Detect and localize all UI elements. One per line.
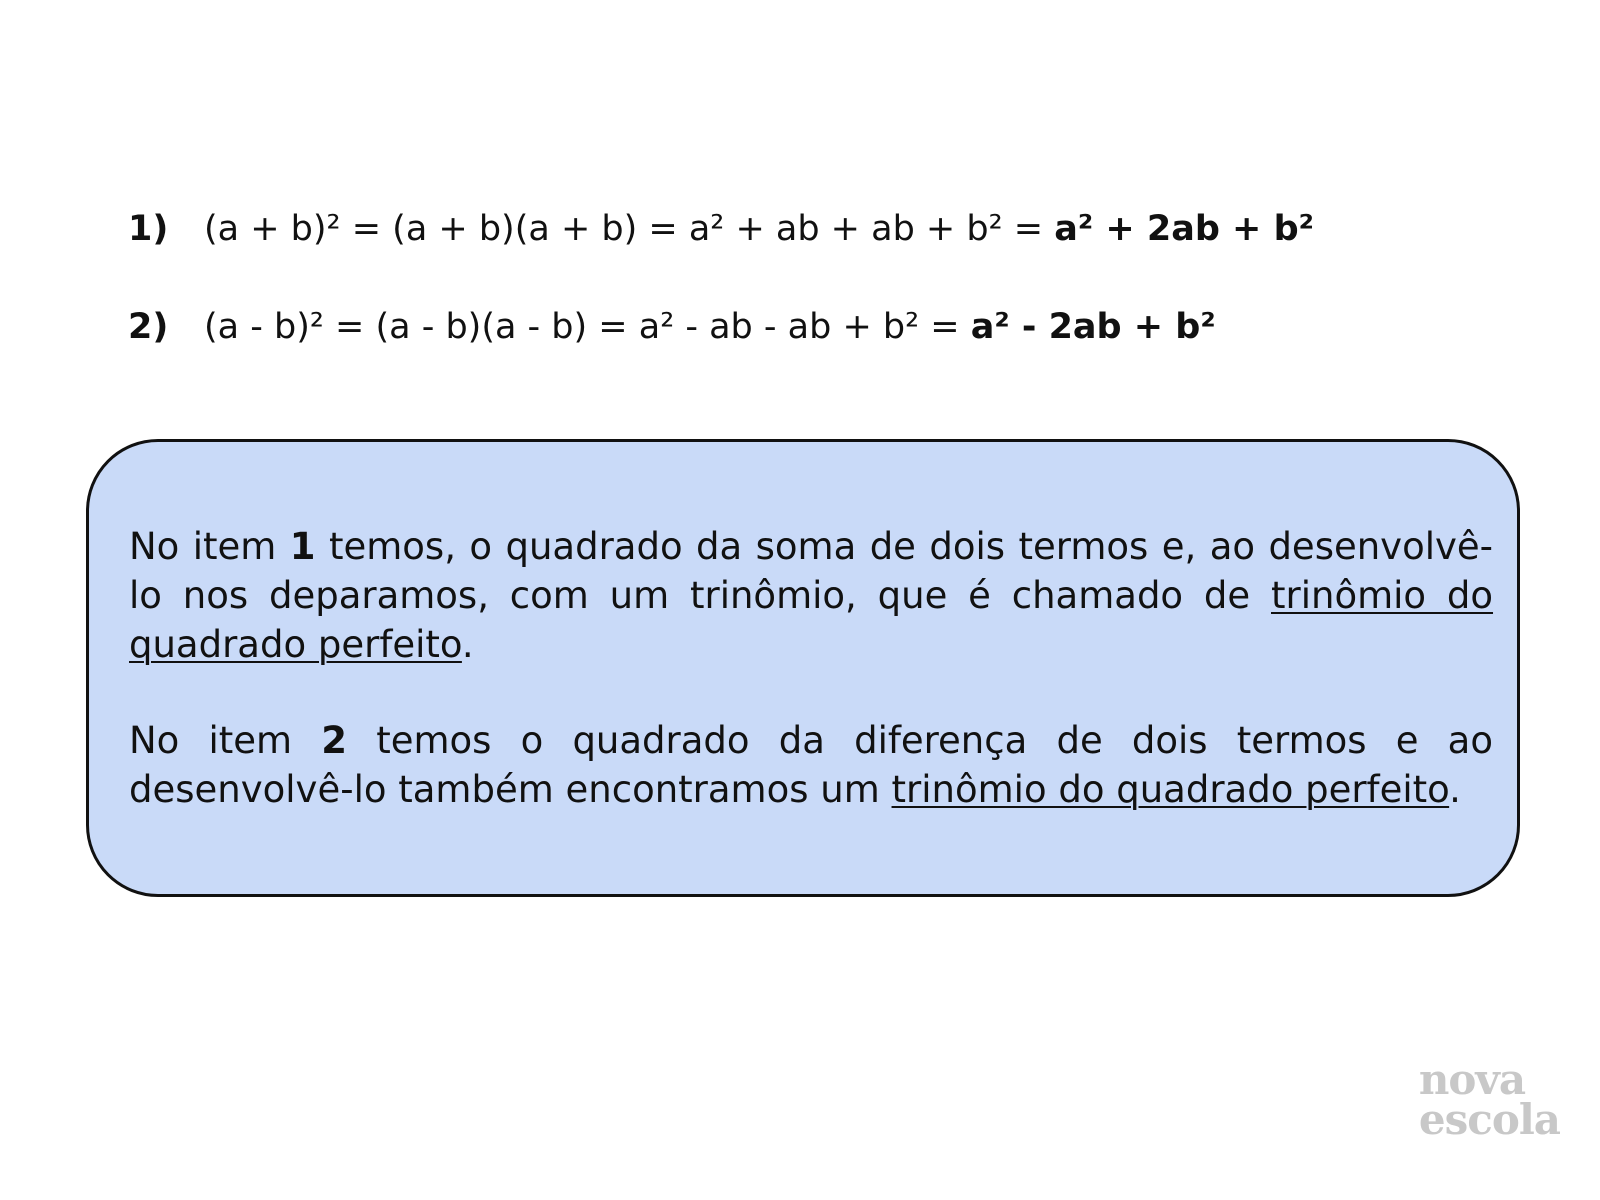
explanation-box [86,439,1520,897]
underlined-term: trinômio do quadrado perfeito [891,768,1450,811]
formula-result: a² + 2ab + b² [1054,209,1314,249]
explanation-paragraph-2 [129,716,1493,814]
formula-number: 2) [128,307,169,347]
item-number: 2 [321,719,348,762]
underlined-term: trinômio do quadrado perfeito [129,574,1494,666]
nova-escola-logo [1418,1055,1560,1144]
formula-number: 1) [128,209,169,249]
logo-line-1: nova [1418,1055,1526,1104]
text: No item [129,525,290,568]
text: temos o quadrado da diferença de dois termos e ao desenvolvê-lo também encontramos um [129,719,1493,811]
text: . [461,623,474,666]
logo-line-2: escola [1418,1095,1560,1144]
item-number: 1 [289,525,316,568]
formula-expansion: (a - b)² = (a - b)(a - b) = a² - ab - ab + b² = [204,307,971,347]
formula-item-2 [128,305,1216,349]
formula-expansion: (a + b)² = (a + b)(a + b) = a² + ab + ab + b² = [204,209,1055,249]
formula-item-1 [128,207,1314,251]
explanation-paragraph-1 [129,522,1493,669]
text: . [1449,768,1461,811]
formula-result: a² - 2ab + b² [970,307,1216,347]
text: No item [129,719,322,762]
text: temos, o quadrado da soma de dois termos e, ao desenvolvê-lo nos deparamos, com um trinômio, que é chamado de [129,525,1494,617]
